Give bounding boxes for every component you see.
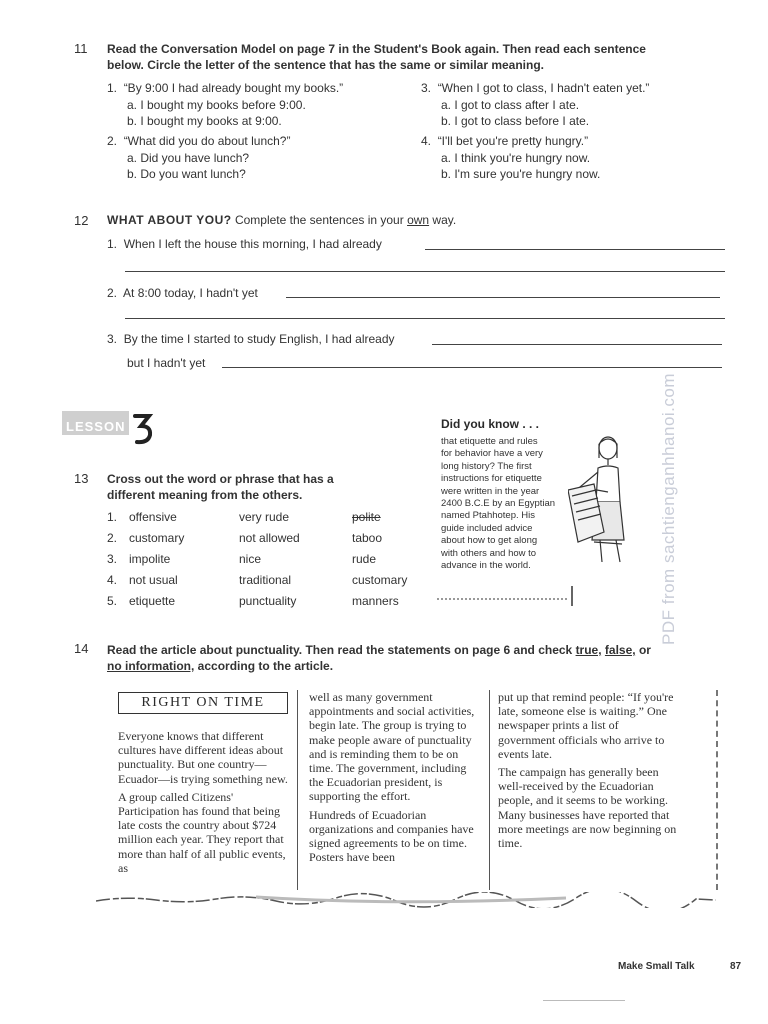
option-true: true, xyxy=(575,643,602,657)
lesson-banner xyxy=(62,411,129,435)
row-number: 2. xyxy=(107,531,118,545)
exercise-11-instructions xyxy=(107,41,727,73)
text-line: guide included advice xyxy=(441,522,533,534)
lesson-label: LESSON xyxy=(62,411,129,435)
table-row xyxy=(107,573,407,594)
word-option[interactable]: not usual xyxy=(129,573,178,587)
instruction-line: below. Circle the letter of the sentence that has the same or similar meaning. xyxy=(107,58,545,72)
row-number: 5. xyxy=(107,594,118,608)
row-number: 4. xyxy=(107,573,118,587)
exercise-11-number: 11 xyxy=(74,41,88,56)
item-number: 3. xyxy=(421,81,432,95)
exercise-12-number: 12 xyxy=(74,213,89,228)
exercise-14-instructions xyxy=(107,642,732,674)
egyptian-scribe-illustration xyxy=(568,432,646,602)
option-a[interactable]: a. I bought my books before 9:00. xyxy=(127,97,306,112)
table-row xyxy=(107,531,407,552)
article-column-1 xyxy=(118,729,294,879)
word-option[interactable]: etiquette xyxy=(129,594,176,608)
did-you-know-rule xyxy=(571,586,573,606)
table-row xyxy=(107,594,407,615)
item-number: 3. xyxy=(107,332,118,346)
word-option[interactable]: not allowed xyxy=(239,531,300,545)
column-divider xyxy=(297,690,298,890)
word-option[interactable]: customary xyxy=(129,531,185,545)
word-option[interactable]: punctuality xyxy=(239,594,297,608)
item-quote: “When I got to class, I hadn't eaten yet.” xyxy=(437,81,650,95)
table-row xyxy=(107,510,407,531)
instruction-text: way. xyxy=(432,213,457,227)
exercise-12-item-3 xyxy=(107,331,395,348)
text-line: for behavior have a very xyxy=(441,448,543,460)
instruction-text: or xyxy=(638,643,651,657)
exercise-11-item-2 xyxy=(107,133,407,183)
text-line: 2400 B.C.E by an Egyptian xyxy=(441,498,556,510)
exercise-12-instructions xyxy=(107,213,456,227)
did-you-know-rule xyxy=(437,598,567,606)
text-line: instructions for etiquette xyxy=(441,473,542,485)
word-option[interactable]: nice xyxy=(239,552,262,566)
answer-line[interactable] xyxy=(286,297,720,298)
text-line: advance in the world. xyxy=(441,560,531,572)
answer-line[interactable] xyxy=(125,271,725,272)
item-quote: “By 9:00 I had already bought my books.” xyxy=(123,81,344,95)
text-line: with others and how to xyxy=(441,547,537,559)
answer-line[interactable] xyxy=(125,318,725,319)
item-prompt: When I left the house this morning, I had already xyxy=(123,237,382,251)
article-paragraph: well as many government appointments and social activities, begin late. The group is trying to make people aware of punctuality and is reminding them to be on time. The government, including the Ecuadorian president, is supporting the effort. xyxy=(309,690,475,804)
word-option[interactable]: taboo xyxy=(352,531,383,545)
exercise-11-item-4 xyxy=(421,133,731,183)
option-b[interactable]: b. Do you want lunch? xyxy=(127,167,246,181)
option-no-information: no information, xyxy=(107,659,195,673)
option-b[interactable]: b. I got to class before I ate. xyxy=(441,114,590,128)
word-option[interactable]: traditional xyxy=(239,573,292,587)
answer-line[interactable] xyxy=(425,249,725,250)
item-number: 2. xyxy=(107,134,118,148)
article-paragraph: A group called Citizens' Participation has found that being late costs the country about $724 million each year. They report that more than half of all public events, as xyxy=(118,789,286,875)
article-title-box xyxy=(118,692,288,714)
row-number: 3. xyxy=(107,552,118,566)
article-paragraph: Everyone knows that different cultures have different ideas about punctuality. But one country—Ecuador—is trying something new. xyxy=(118,729,288,786)
option-b[interactable]: b. I bought my books at 9:00. xyxy=(127,114,282,128)
footer-rule xyxy=(543,1000,625,1001)
text-line: about how to get along xyxy=(441,535,538,547)
article-paragraph: The campaign has generally been well-received by the Ecuadorian people, and it seems to be working. Many businesses have reported that more meetings are now beginning on time. xyxy=(498,765,677,851)
exercise-12-item-2 xyxy=(107,285,258,302)
option-a[interactable]: a. I think you're hungry now. xyxy=(441,150,591,165)
instruction-line: different meaning from the others. xyxy=(107,488,303,502)
option-a[interactable]: a. I got to class after I ate. xyxy=(441,97,580,112)
word-option-crossed-out[interactable]: polite xyxy=(352,510,381,524)
word-option[interactable]: offensive xyxy=(129,510,177,524)
exercise-13-instructions xyxy=(107,471,427,503)
page-number: 87 xyxy=(730,961,742,972)
table-row xyxy=(107,552,407,573)
did-you-know-title: Did you know . . . xyxy=(441,417,540,431)
torn-edge-decoration xyxy=(96,892,716,908)
text-line: long history? The first xyxy=(441,460,532,472)
option-false: false, xyxy=(604,643,636,657)
column-divider xyxy=(489,690,490,890)
item-number: 1. xyxy=(107,237,118,251)
instruction-line: Cross out the word or phrase that has a xyxy=(107,472,334,486)
did-you-know-box xyxy=(441,417,571,572)
article-column-3 xyxy=(498,690,678,854)
instruction-line: Read the Conversation Model on page 7 in the Student's Book again. Then read each sentence xyxy=(107,42,646,56)
option-a[interactable]: a. Did you have lunch? xyxy=(127,150,250,165)
answer-line[interactable] xyxy=(222,367,722,368)
item-number: 1. xyxy=(107,81,118,95)
exercise-12-item-1 xyxy=(107,236,382,253)
what-about-you-heading: WHAT ABOUT YOU? xyxy=(107,213,232,227)
exercise-13-number: 13 xyxy=(74,471,89,486)
item-prompt: At 8:00 today, I hadn't yet xyxy=(123,286,258,300)
exercise-11-item-1 xyxy=(107,80,407,130)
text-line: were written in the year xyxy=(441,485,540,497)
word-option[interactable]: customary xyxy=(352,573,408,587)
article-paragraph: Hundreds of Ecuadorian organizations and companies have signed agreements to be on time. Posters have been xyxy=(309,807,474,865)
exercise-11-item-3 xyxy=(421,80,731,130)
word-option[interactable]: rude xyxy=(352,552,377,566)
text-line: named Ptahhotep. His xyxy=(441,510,536,522)
word-option[interactable]: impolite xyxy=(129,552,171,566)
item-prompt: By the time I started to study English, I had already xyxy=(123,332,395,346)
article-column-2 xyxy=(309,690,483,868)
row-number: 1. xyxy=(107,510,118,524)
article-paragraph: put up that remind people: “If you're late, someone else is waiting.” One newspaper prints a list of government officials who arrive to events late. xyxy=(498,690,674,761)
did-you-know-text xyxy=(441,436,571,572)
watermark: PDF from sachtienganhhanoi.com xyxy=(659,372,678,645)
word-option[interactable]: manners xyxy=(352,594,399,608)
instruction-text: Read the article about punctuality. Then read the statements on page 6 and check xyxy=(107,643,573,657)
lesson-number-icon xyxy=(131,412,157,446)
instruction-text: Complete the sentences in your xyxy=(234,213,404,227)
item-quote: “I'll bet you're pretty hungry.” xyxy=(437,134,589,148)
instruction-underlined-word: own xyxy=(407,213,430,227)
option-b[interactable]: b. I'm sure you're hungry now. xyxy=(441,167,601,181)
answer-line[interactable] xyxy=(432,344,722,345)
word-option[interactable]: very rude xyxy=(239,510,290,524)
exercise-14-number: 14 xyxy=(74,641,89,656)
item-number: 4. xyxy=(421,134,432,148)
item-prompt-continuation: but I hadn't yet xyxy=(127,356,206,370)
footer-title: Make Small Talk xyxy=(618,961,695,972)
item-number: 2. xyxy=(107,286,118,300)
scan-edge-marks xyxy=(716,690,720,890)
text-line: that etiquette and rules xyxy=(441,436,538,447)
exercise-13-table xyxy=(107,510,407,615)
item-quote: “What did you do about lunch?” xyxy=(123,134,291,148)
instruction-text: according to the article. xyxy=(197,659,334,673)
article-title: RIGHT ON TIME xyxy=(118,692,288,714)
